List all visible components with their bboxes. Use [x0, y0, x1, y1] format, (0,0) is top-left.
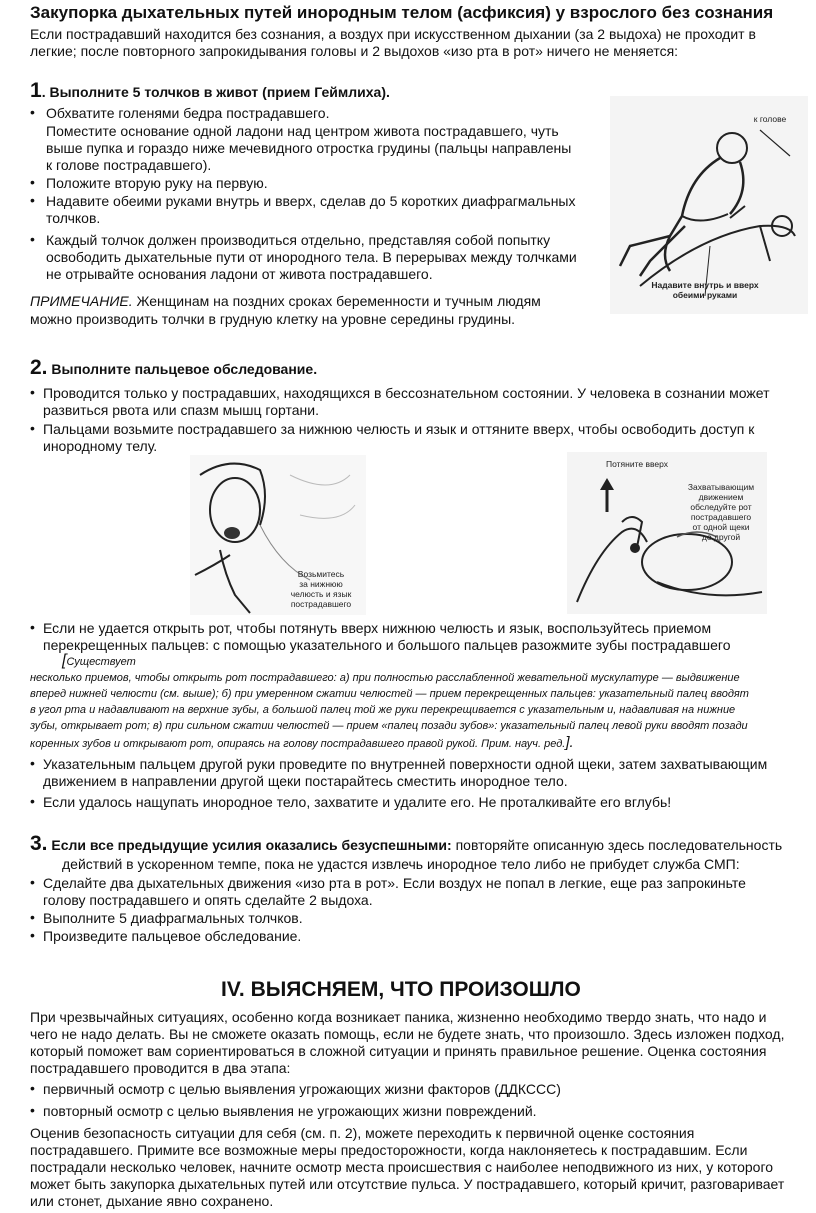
step3-b3: Произведите пальцевое обследование.	[43, 928, 302, 944]
footnote-line-5	[30, 734, 574, 753]
step3-heading-text: Если все предыдущие усилия оказались безуспешными:	[47, 837, 452, 853]
step2-heading	[30, 356, 317, 380]
footnote-line-4: зубы, открывает рот; в) при сильном сжатии челюстей — прием «палец позади зубов»: указательный палец левой руки вводят позади	[30, 720, 748, 732]
bullet-icon: •	[30, 874, 35, 890]
section4-title: IV. ВЫЯСНЯЕМ, ЧТО ПРОИЗОШЛО	[221, 978, 581, 1001]
bullet-icon: •	[30, 104, 35, 120]
bullet-icon: •	[30, 909, 35, 925]
footnote-line-1: несколько приемов, чтобы открыть рот пострадавшего: а) при полностью расслабленной жевательной мускулатуре — выдвижение	[30, 672, 740, 684]
fig2-left-caption-3: челюсть и язык	[290, 589, 352, 599]
step2-b4-line2: движением в направлении другой щеки постарайтесь сместить инородное тело.	[43, 773, 568, 789]
finger-sweep-illustration	[567, 452, 767, 614]
step1-b1-line4: к голове пострадавшего).	[46, 157, 212, 173]
bracket-open: [	[62, 652, 67, 669]
step2-b4-line1: Указательным пальцем другой руки проведите по внутренней поверхности одной щеки, затем захватывающим	[43, 756, 768, 772]
footnote-first-word: Существует	[66, 656, 136, 668]
fig1-caption-line2: обеими руками	[672, 290, 738, 300]
bullet-icon: •	[30, 793, 35, 809]
note-text: Женщинам на поздних сроках беременности и тучным людям	[132, 293, 541, 309]
step1-b1-line1: Обхватите голенями бедра пострадавшего.	[46, 105, 330, 121]
bullet-icon: •	[30, 192, 35, 208]
step1-b3-line1: Надавите обеими руками внутрь и вверх, сделав до 5 коротких диафрагмальных	[46, 193, 576, 209]
section4-p1-line4: пострадавшего проводится в два этапа:	[30, 1060, 291, 1076]
section4-p1-line1: При чрезвычайных ситуациях, особенно когда возникает паника, жизненно необходимо твердо знать, что надо и	[30, 1009, 767, 1025]
note-label: ПРИМЕЧАНИЕ.	[30, 293, 133, 309]
fig2-left-caption-4: пострадавшего	[290, 599, 352, 609]
step2-b3-line2: перекрещенных пальцев: с помощью указательного и большого пальцев разожмите зубы пострадавшего	[43, 637, 731, 653]
fig2-right-caption-3: обследуйте рот	[690, 502, 752, 512]
step3-b2: Выполните 5 диафрагмальных толчков.	[43, 910, 303, 926]
bullet-icon: •	[30, 420, 35, 436]
fig1-caption-line1: Надавите внутрь и вверх	[651, 280, 759, 290]
step2-b5: Если удалось нащупать инородное тело, захватите и удалите его. Не проталкивайте его вглубь!	[43, 794, 672, 810]
step2-b1-line1: Проводится только у пострадавших, находящихся в бессознательном состоянии. У человека в сознании может	[43, 385, 770, 401]
step1-b4-line3: не отрывайте основания ладони от живота пострадавшего.	[46, 266, 433, 282]
section4-p1-line2: чего не надо делать. Вы не сможете оказать помощь, если не будете знать, что произошло. Здесь изложен подход,	[30, 1026, 785, 1042]
section4-b1: первичный осмотр с целью выявления угрожающих жизни факторов (ДДКССС)	[43, 1081, 561, 1097]
step2-b3-line1: Если не удается открыть рот, чтобы потянуть вверх нижнюю челюсть и язык, воспользуйтесь приемом	[43, 620, 712, 636]
step3-b1-line2: голову пострадавшего и опять сделайте 2 выдоха.	[43, 892, 373, 908]
step1-heading	[30, 79, 390, 103]
step3-heading	[30, 832, 782, 856]
fig2-right-caption-1: Захватывающим	[687, 482, 755, 492]
bullet-icon: •	[30, 1102, 35, 1118]
jaw-lift-illustration	[190, 455, 366, 615]
step1-b3-line2: толчков.	[46, 210, 101, 226]
heimlich-illustration	[610, 96, 808, 314]
fig2-right-caption-6: до другой	[701, 532, 741, 542]
page-title: Закупорка дыхательных путей инородным телом (асфиксия) у взрослого без сознания	[30, 3, 774, 22]
section4-p2-line4: может быть закупорка дыхательных путей или отсутствие пульса. У пострадавшего, который кричит, разговаривает	[30, 1176, 785, 1192]
bullet-icon: •	[30, 619, 35, 635]
section4-p2-line2: пострадавшего. Примите все возможные меры предосторожности, когда наклоняетесь к пострадавшим. Если	[30, 1142, 748, 1158]
step2-b2-line1: Пальцами возьмите пострадавшего за нижнюю челюсть и язык и оттяните вверх, чтобы освободить доступ к	[43, 421, 755, 437]
bullet-icon: •	[30, 231, 35, 247]
step3-b1-line1: Сделайте два дыхательных движения «изо рта в рот». Если воздух не попал в легкие, еще раз запрокиньте	[43, 875, 746, 891]
step1-b1-line2: Поместите основание одной ладони над центром живота пострадавшего, чуть	[46, 123, 559, 139]
step2-number: 2.	[30, 356, 48, 379]
fig2-left-caption-1: Возьмитесь	[297, 569, 345, 579]
intro-line-2: легкие; после повторного запрокидывания головы и 2 выдохов «изо рта в рот» ничего не меняется:	[30, 43, 679, 59]
bullet-icon: •	[30, 174, 35, 190]
footnote-line-3: в угол рта и надавливают на верхние зубы, а большой палец той же руки перекрещивается с указательным и, надавливая на нижние	[30, 704, 736, 716]
section4-b2: повторный осмотр с целью выявления не угрожающих жизни повреждений.	[43, 1103, 537, 1119]
bullet-icon: •	[30, 755, 35, 771]
intro-line-1: Если пострадавший находится без сознания, а воздух при искусственном дыхании (за 2 выдоха) не проходит в	[30, 26, 756, 42]
section4-p1-line3: который поможет вам сориентироваться в сложной ситуации и принять правильное решение. Оценка состояния	[30, 1043, 767, 1059]
step1-b2: Положите вторую руку на первую.	[46, 175, 268, 191]
step1-heading-text: . Выполните 5 толчков в живот (прием Геймлиха).	[41, 84, 390, 100]
bullet-icon: •	[30, 927, 35, 943]
step1-b1-line3: выше пупка и гораздо ниже мечевидного отростка грудины (пальцы направлены	[46, 140, 572, 156]
step1-b4-line1: Каждый толчок должен производиться отдельно, представляя собой попытку	[46, 232, 551, 248]
step3-heading-rest: повторяйте описанную здесь последовательность	[451, 837, 783, 853]
fig2-right-caption-pull: Потяните вверх	[605, 459, 669, 469]
step1-note-line2: можно производить толчки в грудную клетку на уровне середины грудины.	[30, 311, 516, 327]
section4-p2-line5: или стонет, дыхание явно сохранено.	[30, 1193, 274, 1209]
footnote-start	[62, 652, 136, 671]
step2-b2-line2: инородному телу.	[43, 438, 158, 454]
fig2-right-caption-2: движением	[698, 492, 744, 502]
footnote-line-2: вперед нижней челюсти (см. выше); б) при умеренном сжатии челюстей — прием перекрещенных пальцев: указательный палец вводят	[30, 688, 749, 700]
step1-number: 1	[30, 79, 42, 102]
fig2-right-caption-4: пострадавшего	[690, 512, 752, 522]
section4-p2-line3: пострадали несколько человек, начните осмотр места происшествия с наиболее неподвижного из них, у которого	[30, 1159, 774, 1175]
section4-p2-line1: Оценив безопасность ситуации для себя (см. п. 2), можете переходить к первичной оценке состояния	[30, 1125, 695, 1141]
step3-line2: действий в ускоренном темпе, пока не удастся извлечь инородное тело либо не прибудет служба СМП:	[62, 856, 740, 872]
fig1-caption-head: к голове	[753, 114, 787, 124]
bullet-icon: •	[30, 384, 35, 400]
footnote-line-5-text: коренных зубов и открывают рот, опираясь на голову пострадавшего правой рукой. Прим. науч. ред.	[30, 738, 566, 750]
step1-b4-line2: освободить дыхательные пути от инородного тела. В перерывах между толчками	[46, 249, 577, 265]
fig2-left-caption-2: за нижнюю	[299, 579, 343, 589]
step2-heading-text: Выполните пальцевое обследование.	[47, 361, 318, 377]
fig2-right-caption-5: от одной щеки	[692, 522, 750, 532]
step3-number: 3.	[30, 832, 48, 855]
bracket-close: ].	[565, 734, 574, 751]
step1-note-line1	[30, 292, 541, 310]
step2-b1-line2: развиться рвота или спазм мышц гортани.	[43, 402, 319, 418]
bullet-icon: •	[30, 1080, 35, 1096]
